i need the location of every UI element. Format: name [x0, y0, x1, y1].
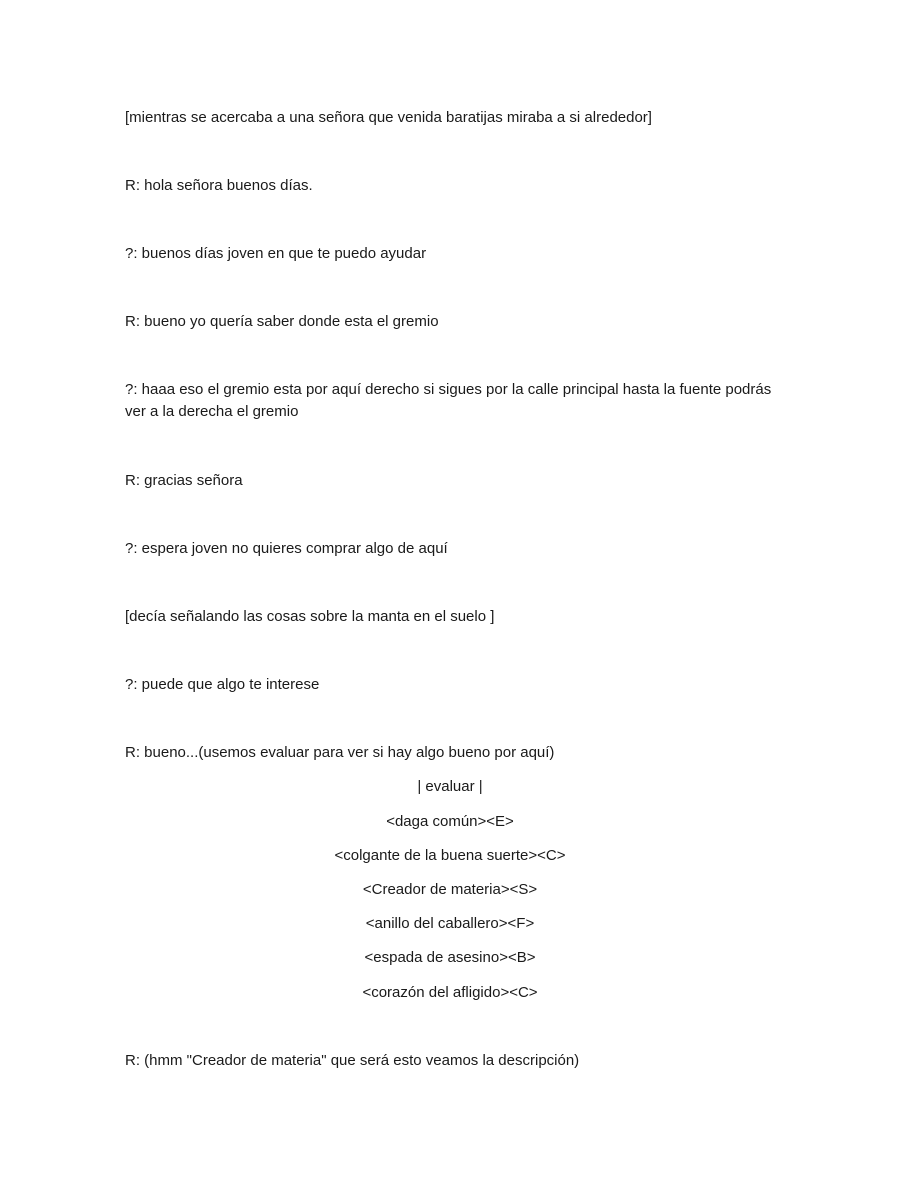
evaluate-header: | evaluar |	[417, 778, 483, 795]
item-entry: <anillo del caballero><F>	[365, 915, 535, 932]
paragraph-dialogue-7: ?: puede que algo te interese	[125, 676, 320, 693]
paragraph-dialogue-4: ?: haaa eso el gremio esta por aquí derecho si sigues por la calle principal hasta la fuente podrás ver a la derecha el gremio	[125, 381, 772, 420]
paragraph-narration-2: [decía señalando las cosas sobre la manta en el suelo ]	[125, 608, 495, 625]
item-entry: <corazón del afligido><C>	[362, 984, 538, 1001]
paragraph-dialogue-5: R: gracias señora	[125, 472, 243, 489]
paragraph-dialogue-3: R: bueno yo quería saber donde esta el gremio	[125, 313, 439, 330]
item-entry: <espada de asesino><B>	[364, 949, 536, 966]
paragraph-dialogue-8: R: bueno...(usemos evaluar para ver si hay algo bueno por aquí)	[125, 744, 555, 761]
item-entry: <colgante de la buena suerte><C>	[334, 847, 566, 864]
paragraph-dialogue-1: R: hola señora buenos días.	[125, 177, 313, 194]
paragraph-closing: R: (hmm "Creador de materia" que será esto veamos la descripción)	[125, 1052, 580, 1069]
paragraph-dialogue-6: ?: espera joven no quieres comprar algo de aquí	[125, 540, 448, 557]
paragraph-dialogue-2: ?: buenos días joven en que te puedo ayudar	[125, 245, 427, 262]
item-entry: <daga común><E>	[386, 813, 514, 830]
paragraph-narration-1: [mientras se acercaba a una señora que venida baratijas miraba a si alrededor]	[125, 109, 652, 126]
item-entry: <Creador de materia><S>	[362, 881, 538, 898]
